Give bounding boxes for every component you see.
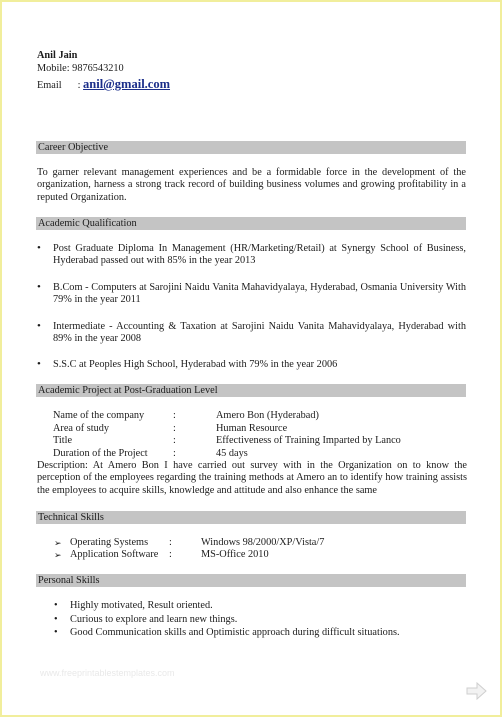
section-academic-qualification: Academic Qualification [36,217,466,230]
personal-skill: Curious to explore and learn new things. [70,614,238,625]
section-academic-project: Academic Project at Post-Graduation Level [36,384,466,397]
arrow-bullet-icon: ➢ [54,550,62,560]
arrow-bullet-icon: ➢ [54,538,62,548]
email-separator: : [77,80,81,91]
mobile-number: Mobile: 9876543210 [37,63,124,74]
email-line [37,78,170,92]
bullet-icon: • [54,627,58,638]
project-sep: : [173,448,176,459]
project-value: 45 days [216,448,248,459]
academic-item: Intermediate - Accounting & Taxation at Sarojini Naidu Vanita Mahavidyalaya, Hyderabad with 89% in the year 2008 [53,321,466,345]
candidate-name: Anil Jain [37,50,78,61]
bullet-icon: • [54,614,58,625]
bullet-icon: • [54,600,58,611]
project-value: Effectiveness of Training Imparted by Lanco [216,435,401,446]
section-career-objective: Career Objective [36,141,466,154]
skill-value: Windows 98/2000/XP/Vista/7 [201,537,325,548]
project-sep: : [173,435,176,446]
academic-item: B.Com - Computers at Sarojini Naidu Vanita Mahavidyalaya, Hyderabad, Osmania University With 79% in the year 2011 [53,282,466,306]
skill-key: Application Software [70,549,159,560]
list-item [37,359,466,371]
academic-item: S.S.C at Peoples High School, Hyderabad with 79% in the year 2006 [53,359,338,370]
skill-value: MS-Office 2010 [201,549,269,560]
section-technical-skills: Technical Skills [36,511,466,524]
skill-key: Operating Systems [70,537,149,548]
project-sep: : [173,410,176,421]
bullet-icon: • [37,281,41,293]
personal-skill: Highly motivated, Result oriented. [70,600,213,611]
project-description: Description: At Amero Bon I have carried out survey with in the Organization on to know the perception of the employees regarding the training methods at Amero an to identify how training assists the employees to acquire skills, knowledge and attitude and also enhance the same [37,460,467,496]
email-label: Email [37,80,62,91]
bullet-icon: • [37,242,41,254]
project-key: Area of study [53,423,110,434]
personal-skill: Good Communication skills and Optimistic approach during difficult situations. [70,627,400,638]
project-sep: : [173,423,176,434]
list-item [37,282,466,307]
email-link[interactable]: anil@gmail.com [83,77,171,91]
watermark: www.freeprintablestemplates.com [40,668,175,678]
list-item [37,243,466,268]
next-arrow-icon[interactable] [466,682,488,700]
academic-item: Post Graduate Diploma In Management (HR/Marketing/Retail) at Synergy School of Business, Hyderabad passed out with 85% in the year 2013 [53,243,466,267]
bullet-icon: • [37,358,41,370]
section-personal-skills: Personal Skills [36,574,466,587]
career-objective-text: To garner relevant management experiences and be a formidable force in the development of the organization, harness a strong track record of building business volumes and growing profitability in a reputed Organization. [37,167,466,203]
project-key: Title [53,435,73,446]
bullet-icon: • [37,320,41,332]
list-item [37,321,466,346]
project-value: Human Resource [216,423,288,434]
project-key: Name of the company [53,410,145,421]
project-value: Amero Bon (Hyderabad) [216,410,319,421]
skill-sep: : [169,549,172,560]
project-key: Duration of the Project [53,448,148,459]
skill-sep: : [169,537,172,548]
